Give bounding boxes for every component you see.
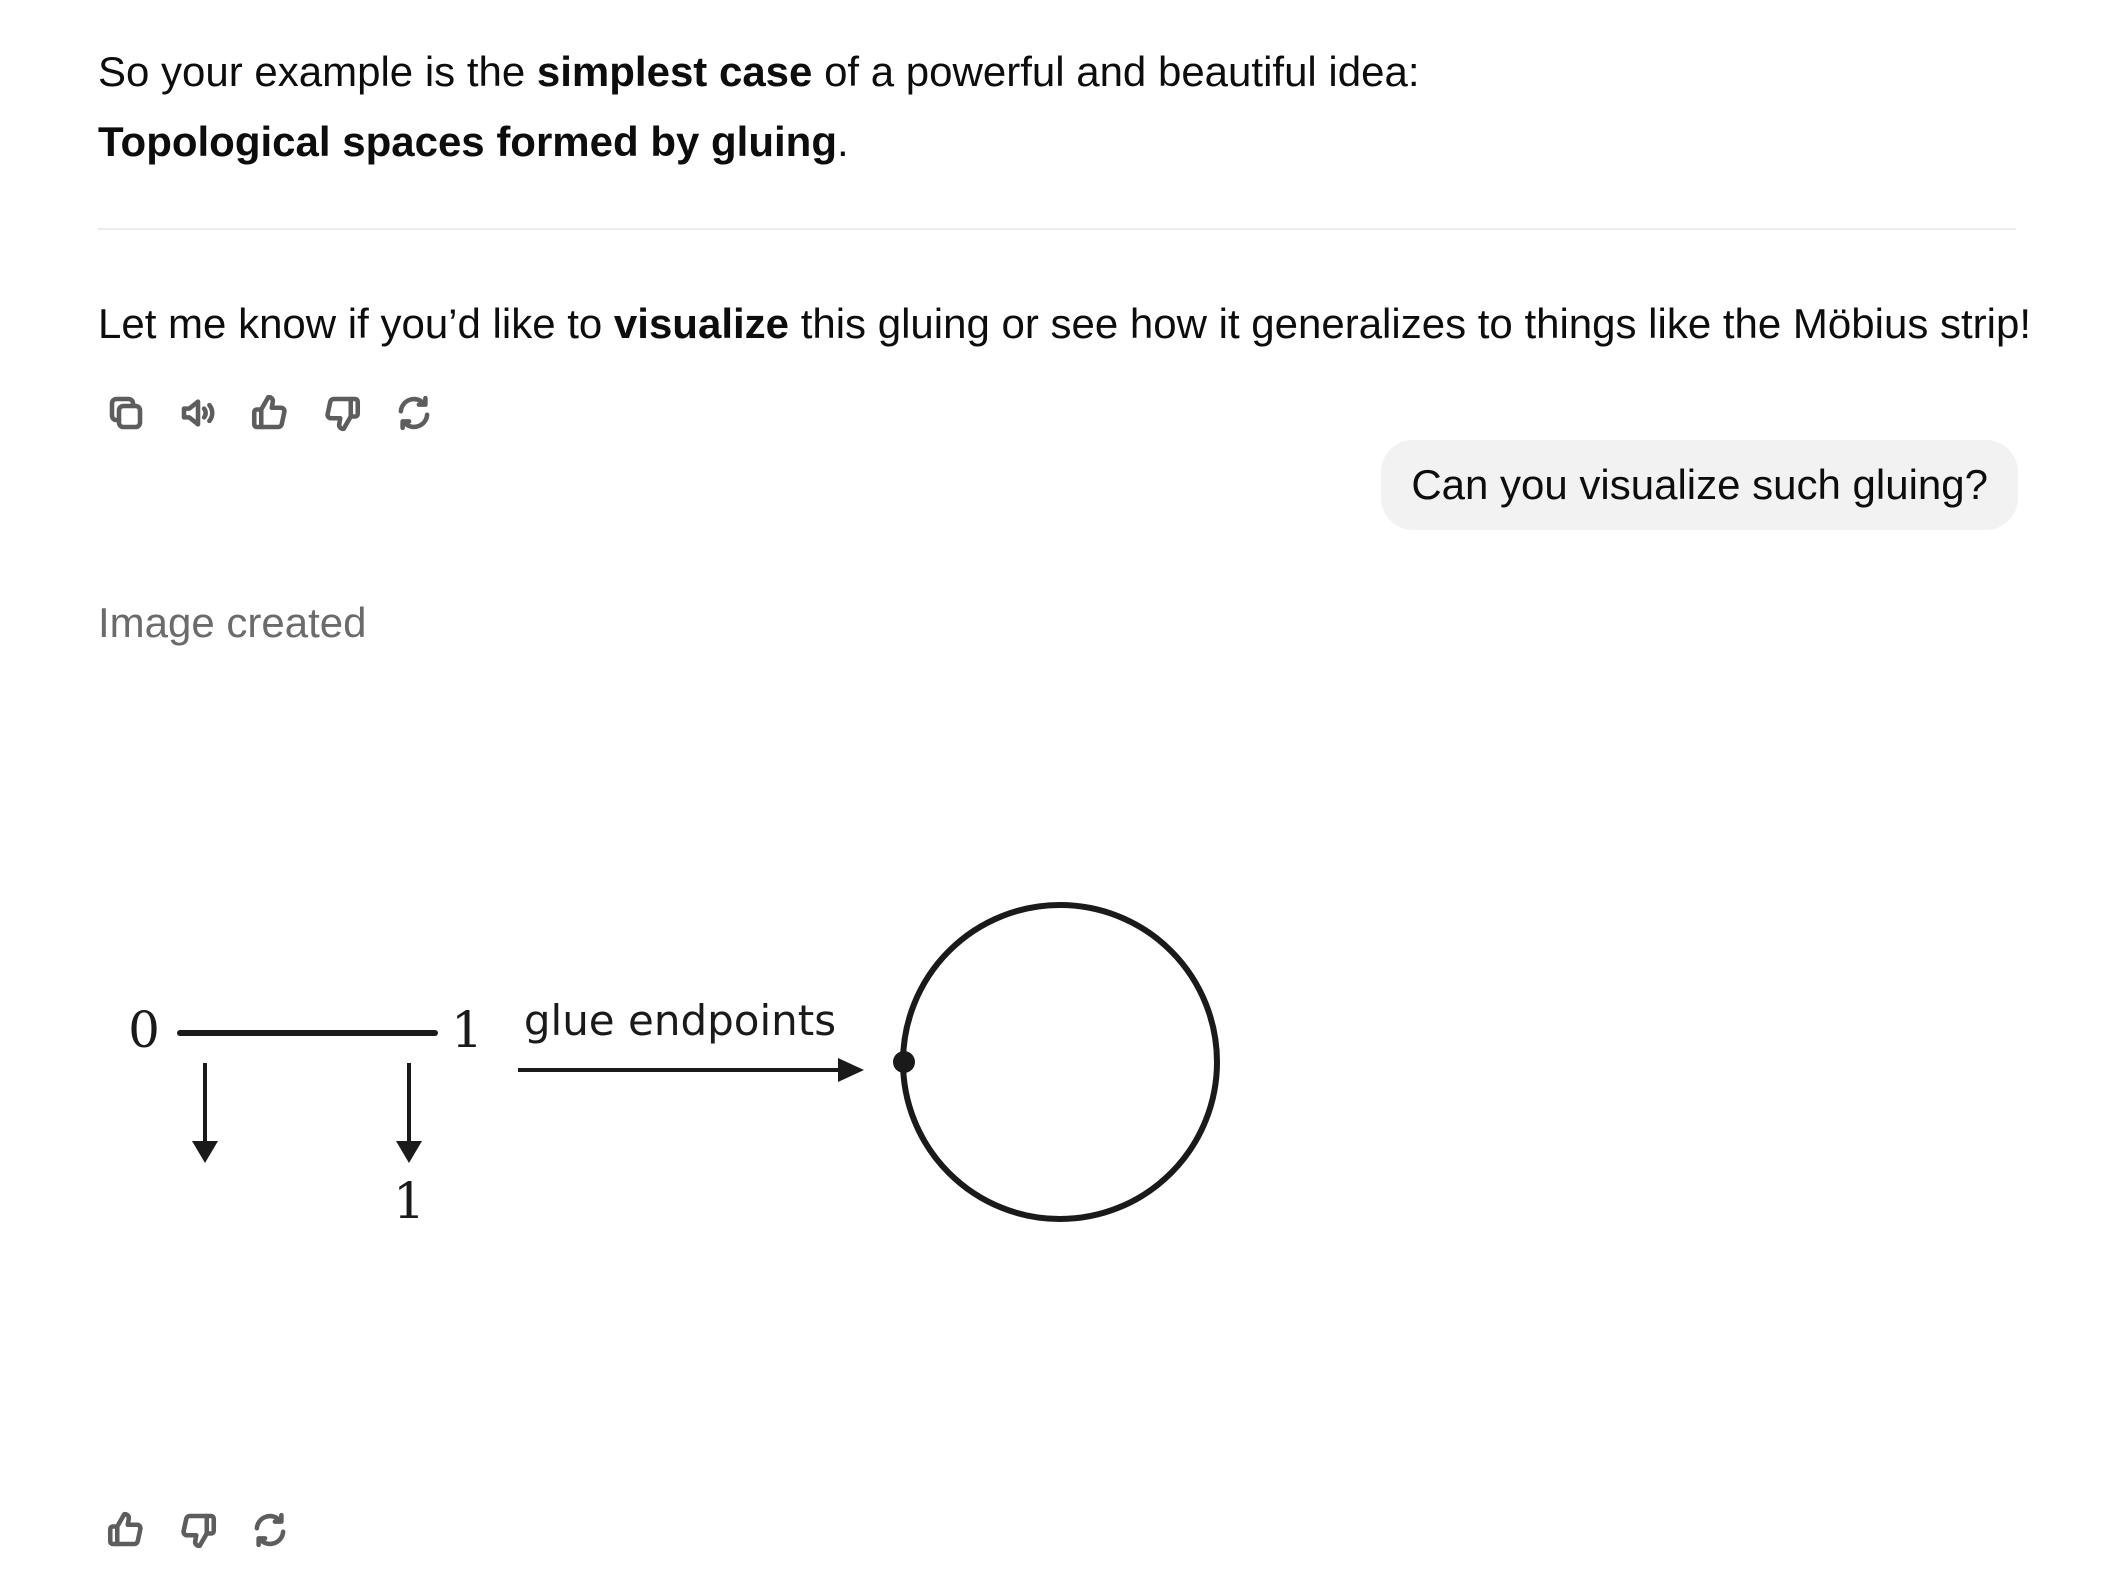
right-down-arrow-head <box>396 1141 422 1163</box>
text-span: this gluing or see how it generalizes to things like the Möbius strip! <box>789 300 2032 347</box>
text-span: . <box>836 118 849 165</box>
glued-point <box>893 1051 915 1073</box>
copy-icon <box>105 392 147 434</box>
regenerate-icon <box>249 1509 291 1551</box>
assistant-text-line-1 <box>98 47 1420 97</box>
thumbs-down-button[interactable] <box>170 1502 226 1558</box>
section-divider <box>98 228 2016 230</box>
thumbs-up-icon <box>105 1509 147 1551</box>
bold-term-simplest-case: simplest case <box>536 48 813 95</box>
message-action-bar <box>98 385 442 441</box>
bottom-endpoint-label: 1 <box>393 1172 425 1230</box>
text-span: Let me know if you’d like to <box>98 300 614 347</box>
read-aloud-icon <box>177 392 219 434</box>
thumbs-up-button[interactable] <box>98 1502 154 1558</box>
regenerate-button[interactable] <box>386 385 442 441</box>
text-span: So your example is the <box>98 48 537 95</box>
right-endpoint-label: 1 <box>451 1001 483 1059</box>
thumbs-up-icon <box>249 392 291 434</box>
image-created-status: Image created <box>98 599 367 646</box>
assistant-text-line-2 <box>98 117 849 167</box>
bold-term-topological-spaces: Topological spaces formed by gluing <box>98 118 837 165</box>
thumbs-down-icon <box>177 1509 219 1551</box>
generated-image[interactable] <box>98 690 1288 1460</box>
glue-arrow-head <box>838 1058 864 1082</box>
left-endpoint-label: 0 <box>128 1001 160 1059</box>
text-span: of a powerful and beautiful idea: <box>812 48 1420 95</box>
left-down-arrow-head <box>192 1141 218 1163</box>
regenerate-icon <box>393 392 435 434</box>
bold-term-visualize: visualize <box>613 300 790 347</box>
gluing-diagram <box>98 690 1288 1460</box>
image-action-bar <box>98 1502 298 1558</box>
thumbs-down-icon <box>321 392 363 434</box>
thumbs-up-button[interactable] <box>242 385 298 441</box>
copy-button[interactable] <box>98 385 154 441</box>
circle-result <box>903 905 1217 1219</box>
user-message-bubble: Can you visualize such gluing? <box>1381 440 2018 530</box>
read-aloud-button[interactable] <box>170 385 226 441</box>
regenerate-button[interactable] <box>242 1502 298 1558</box>
thumbs-down-button[interactable] <box>314 385 370 441</box>
assistant-text-followup <box>98 299 2031 349</box>
glue-arrow-label: glue endpoints <box>523 996 837 1045</box>
